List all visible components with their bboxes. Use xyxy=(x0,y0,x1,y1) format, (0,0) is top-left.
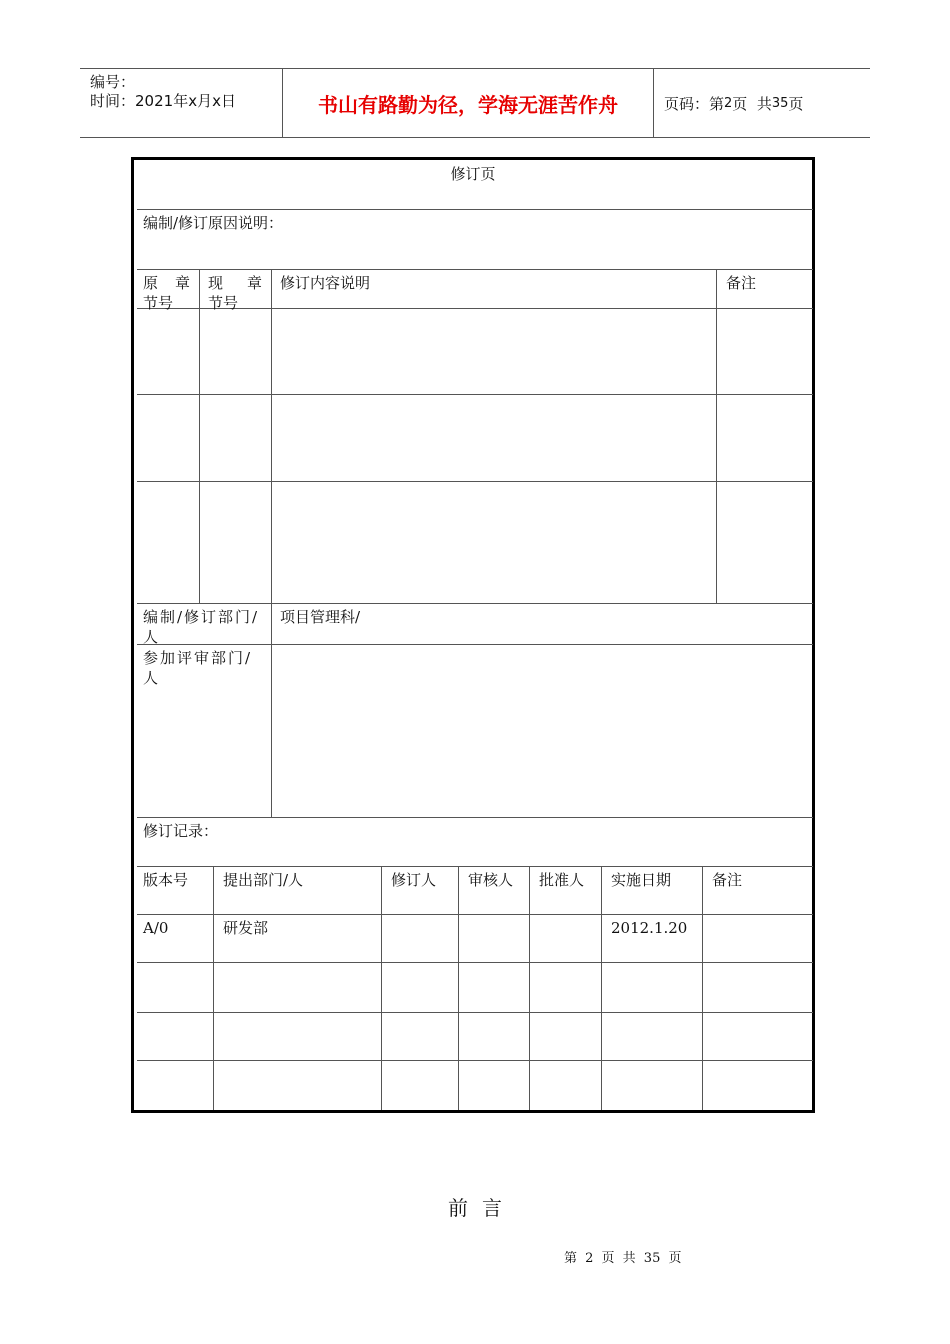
date-value: 2021年x月x日 xyxy=(135,92,236,110)
rule xyxy=(137,1060,813,1061)
dept-label: 编制/修订部门/人 xyxy=(143,608,260,646)
reason-label: 编制/修订原因说明： xyxy=(143,214,284,232)
rule xyxy=(213,866,214,1110)
rule xyxy=(137,817,813,818)
rule xyxy=(601,866,602,1110)
rule xyxy=(381,866,382,1110)
rule xyxy=(716,269,717,603)
page-label: 页码：第 xyxy=(664,94,725,113)
record-cell-version: A/0 xyxy=(143,919,169,937)
record-cell-proposer: 研发部 xyxy=(223,919,269,937)
record-header-approver: 批准人 xyxy=(539,871,585,889)
rule xyxy=(137,866,813,867)
review-label: 参加评审部门/人 xyxy=(143,649,253,687)
col-orig-heading-2: 节号 xyxy=(143,294,174,312)
rule xyxy=(702,866,703,1110)
header-meta xyxy=(80,69,282,137)
record-cell-date: 2012.1.20 xyxy=(611,919,688,937)
rule xyxy=(137,962,813,963)
record-header-proposer: 提出部门/人 xyxy=(223,871,304,889)
rule xyxy=(529,866,530,1110)
preface-heading: 前言 xyxy=(448,1196,516,1220)
number-label: 编号： xyxy=(90,73,136,91)
rule xyxy=(137,1012,813,1013)
page-current: 2 xyxy=(724,95,733,111)
header-page-info xyxy=(654,69,870,137)
record-header-checker: 审核人 xyxy=(468,871,514,889)
record-header-date: 实施日期 xyxy=(611,871,672,889)
col-desc-heading: 修订内容说明 xyxy=(280,274,371,292)
page-mid: 页 共 xyxy=(732,94,772,113)
record-header-note: 备注 xyxy=(712,871,743,889)
rule xyxy=(137,394,813,395)
rule xyxy=(271,269,272,817)
rule xyxy=(137,603,813,604)
record-header-reviser: 修订人 xyxy=(391,871,437,889)
dept-value: 项目管理科/ xyxy=(280,608,361,626)
revision-form xyxy=(131,157,815,1113)
rule xyxy=(137,209,813,210)
record-header-version: 版本号 xyxy=(143,871,189,889)
date-label: 时间： xyxy=(90,92,136,110)
rule xyxy=(137,481,813,482)
rule xyxy=(137,914,813,915)
col-orig-heading: 原 章 xyxy=(143,274,190,292)
form-title: 修订页 xyxy=(450,165,496,183)
col-curr-heading: 现 章 xyxy=(208,274,262,292)
record-label: 修订记录： xyxy=(143,822,219,840)
page-suffix: 页 xyxy=(788,94,804,113)
page-header xyxy=(80,68,870,138)
header-motto: 书山有路勤为径，学海无涯苦作舟 xyxy=(282,69,654,137)
page-total: 35 xyxy=(771,95,789,111)
page-footer: 第 2 页 共 35 页 xyxy=(564,1251,682,1266)
rule xyxy=(137,269,813,270)
rule xyxy=(199,269,200,603)
col-note-heading: 备注 xyxy=(726,274,757,292)
rule xyxy=(458,866,459,1110)
rule xyxy=(137,308,813,309)
col-curr-heading-2: 节号 xyxy=(208,294,239,312)
